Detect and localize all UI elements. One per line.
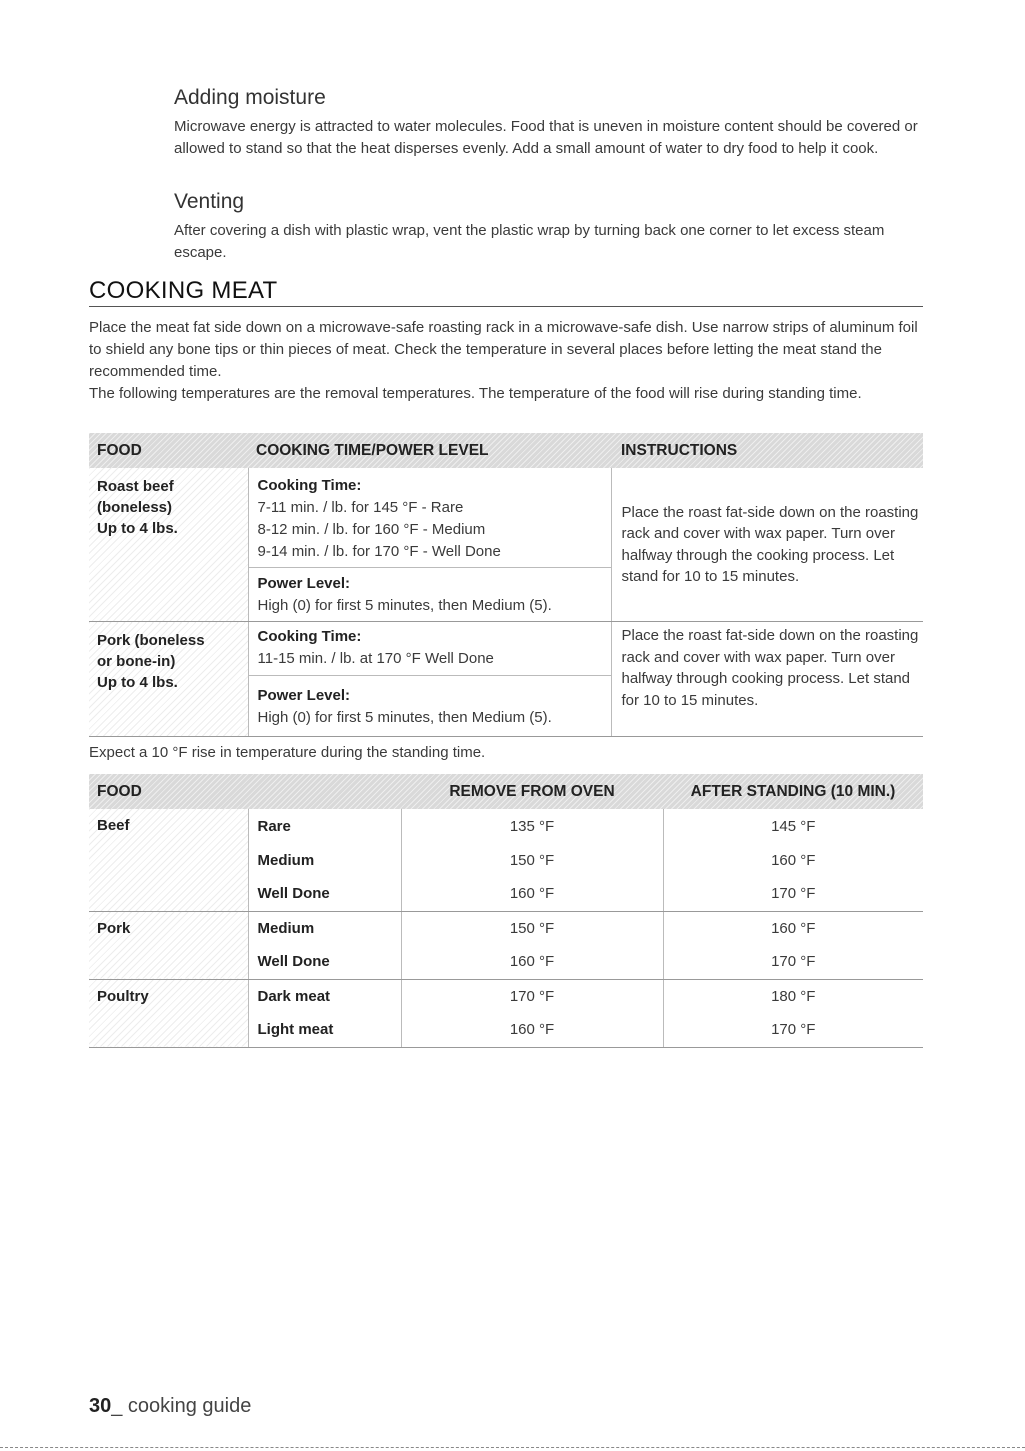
section-intro: [89, 317, 923, 405]
food-cell: [89, 468, 248, 622]
food-line: Roast beef: [97, 478, 174, 495]
intro-paragraph-2: The following temperatures are the removal temperatures. The temperature of the food will rise during standing time.: [89, 385, 862, 402]
food-line: Pork (boneless: [97, 632, 205, 649]
table-row: [89, 622, 923, 737]
doneness-cell: Light meat: [248, 1013, 401, 1047]
moisture-body-text: Microwave energy is attracted to water molecules. Food that is uneven in moisture content should be covered or allowed to stand so that the heat disperses evenly. Add a small amount of water to dry food to help it cook.: [174, 118, 918, 157]
doneness-cell: Well Done: [248, 877, 401, 911]
page-footer: [89, 1395, 251, 1418]
food-cell-pork: Pork: [89, 911, 248, 979]
table-row: [89, 979, 923, 1013]
table-row: [89, 468, 923, 622]
power-level-label: Power Level:: [257, 575, 351, 592]
power-level-block: [249, 676, 611, 735]
doneness-cell: Well Done: [248, 945, 401, 979]
remove-temp-cell: 135 °F: [401, 809, 663, 843]
after-standing-temp-cell: 160 °F: [771, 919, 816, 937]
after-standing-temp-cell: 170 °F: [663, 1013, 923, 1047]
table-row: [89, 911, 923, 945]
food-cell-poultry: Poultry: [89, 979, 248, 1047]
moisture-body: [174, 116, 924, 160]
food-line: Up to 4 lbs.: [97, 520, 178, 537]
doneness-cell: Dark meat: [248, 979, 401, 1013]
footer-label: _ cooking guide: [111, 1395, 252, 1417]
after-standing-temp-cell: 145 °F: [771, 817, 816, 835]
food-cell-beef: Beef: [89, 809, 248, 911]
cooking-table-header: [89, 433, 923, 468]
header-after-standing: AFTER STANDING (10 MIN.): [690, 782, 896, 800]
venting-body-text: After covering a dish with plastic wrap, vent the plastic wrap by turning back one corner to let excess steam escape.: [174, 222, 885, 261]
after-standing-temp-cell: 160 °F: [771, 851, 816, 869]
food-line: or bone-in): [97, 653, 176, 670]
power-level-label: Power Level:: [257, 687, 351, 704]
time-power-cell: [248, 622, 611, 737]
after-standing-temp-cell: 170 °F: [663, 945, 923, 979]
doneness-cell: Medium: [248, 911, 401, 945]
power-level-text: High (0) for first 5 minutes, then Medium (5).: [257, 597, 552, 614]
cooking-time-line: 8-12 min. / lb. for 160 °F - Medium: [257, 521, 486, 538]
standing-rise-note: Expect a 10 °F rise in temperature during the standing time.: [89, 744, 486, 761]
doneness-cell: Medium: [248, 843, 401, 877]
cooking-time-block: [249, 622, 611, 676]
intro-paragraph-1: Place the meat fat side down on a microwave-safe roasting rack in a microwave-safe dish. Use narrow strips of aluminum foil to shield any bone tips or thin pieces of meat. Check the temperature in several places before letting the meat stand the recommended time.: [89, 319, 918, 380]
remove-temp-cell: 160 °F: [401, 877, 663, 911]
food-line: Up to 4 lbs.: [97, 674, 178, 691]
header-food: FOOD: [97, 441, 142, 459]
power-level-text: High (0) for first 5 minutes, then Medium (5).: [257, 709, 552, 726]
food-line: (boneless): [97, 499, 173, 516]
venting-body: [174, 220, 914, 264]
doneness-cell: Rare: [248, 809, 401, 843]
moisture-heading: Adding moisture: [174, 86, 326, 109]
cooking-time-line: 7-11 min. / lb. for 145 °F - Rare: [257, 499, 464, 516]
power-level-block: [249, 568, 611, 621]
cooking-time-label: Cooking Time:: [257, 477, 362, 494]
section-divider: [89, 306, 923, 307]
remove-temp-cell: 150 °F: [401, 911, 663, 945]
header-instructions: INSTRUCTIONS: [621, 441, 738, 459]
remove-temp-cell: 160 °F: [401, 1013, 663, 1047]
table-row: [89, 809, 923, 843]
header-cooking-time-power: COOKING TIME/POWER LEVEL: [256, 441, 489, 459]
cooking-time-table: [89, 433, 923, 737]
header-food: FOOD: [97, 782, 142, 800]
cooking-time-label: Cooking Time:: [257, 628, 362, 645]
cooking-time-line: 9-14 min. / lb. for 170 °F - Well Done: [257, 543, 501, 560]
section-title: COOKING MEAT: [89, 277, 278, 304]
time-power-cell: [248, 468, 611, 622]
temperature-table-header: [89, 774, 923, 809]
venting-heading: Venting: [174, 190, 245, 213]
after-standing-temp-cell: 170 °F: [663, 877, 923, 911]
cooking-time-block: [249, 468, 611, 568]
header-remove-from-oven: REMOVE FROM OVEN: [449, 782, 615, 800]
remove-temp-cell: 170 °F: [401, 979, 663, 1013]
after-standing-temp-cell: 180 °F: [771, 987, 816, 1005]
cooking-time-line: 11-15 min. / lb. at 170 °F Well Done: [257, 650, 494, 667]
food-cell: [89, 622, 248, 737]
remove-temp-cell: 160 °F: [401, 945, 663, 979]
instructions-cell: Place the roast fat-side down on the roasting rack and cover with wax paper. Turn over halfway through cooking process. Let stand for 10 to 15 minutes.: [611, 622, 923, 737]
remove-temp-cell: 150 °F: [401, 843, 663, 877]
instructions-cell: Place the roast fat-side down on the roasting rack and cover with wax paper. Turn over halfway through the cooking process. Let stand for 10 to 15 minutes.: [611, 468, 923, 622]
temperature-table: [89, 774, 923, 1048]
footer-divider: [0, 1447, 1025, 1448]
page-number: 30: [89, 1395, 112, 1417]
